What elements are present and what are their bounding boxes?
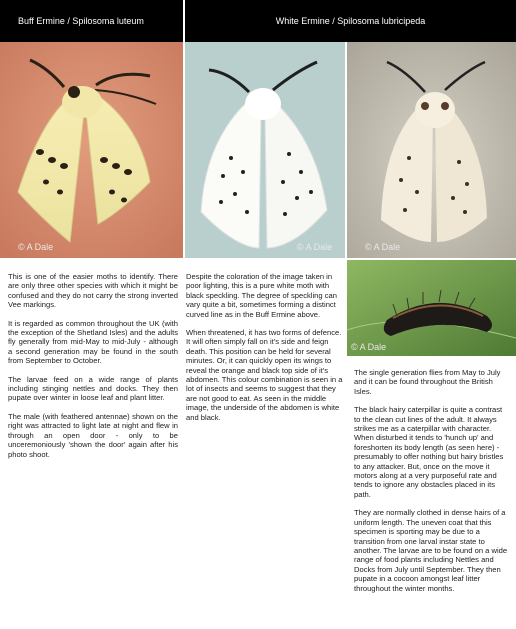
paragraph: It is regarded as common throughout the UK (with the exception of the Shetland Isles) and the adults fly generally from mid-May to mid-July - although a second generation may be found in the south from September to October. <box>8 318 178 366</box>
white-ermine-photo-1 <box>185 42 345 258</box>
caterpillar-photo-credit: © A Dale <box>351 342 387 352</box>
white-photo-credit-2: © A Dale <box>365 242 401 252</box>
paragraph: They are normally clothed in dense hairs of a uniform length. The uneven coat that this specimen is sporting may be due to a transition from one larval instar state to another. The larvae are to be found on a wide range of food plants including Nettles and Docks from July until September. They then pupate in a cocoon amongst leaf litter throughout the winter months. <box>354 508 508 593</box>
buff-ermine-text <box>8 272 178 468</box>
white-photo-credit-1: © A Dale <box>297 242 333 252</box>
white-ermine-photo-2 <box>347 42 516 258</box>
buff-ermine-title: Buff Ermine / Spilosoma luteum <box>18 16 144 26</box>
white-ermine-title: White Ermine / Spilosoma lubricipeda <box>275 16 426 26</box>
paragraph: The black hairy caterpillar is quite a contrast to the clean cut lines of the adult. It always strikes me as a caterpillar with character. When disturbed it tends to 'hunch up' and foreshorten its body length (as seen here) - presumably to offer nothing but hairy bristles to any attacker. But, once on the move it motors along at a very purposeful rate and tends to ignore any obstacles placed in its path. <box>354 405 504 499</box>
paragraph: Despite the coloration of the image taken in poor lighting, this is a pure white moth with black speckling. The degree of speckling can vary quite a bit, sometimes forming a distinct curved line as in the Buff Ermine above. <box>186 272 337 319</box>
paragraph: The male (with feathered antennae) shown on the right was attracted to light late at night and flew in through an open door - only to be unceremoniously 'shown the door' again after his photo shoot. <box>8 411 178 459</box>
white-ermine-text <box>186 272 346 431</box>
caterpillar-text <box>354 368 510 602</box>
paragraph: When threatened, it has two forms of defence. It will often simply fall on it's side and feign death. This position can be held for several minutes. Or, it can quickly open its wings to reveal the orange and black top side of it's abdomen. This colour combination is seen in a lot of insects and seems to suggest that they are not good to eat. As seen in the middle image, the underside of the abdomen is white and black. <box>186 328 343 422</box>
caterpillar-photo <box>347 260 516 356</box>
paragraph: This is one of the easier moths to identify. There are only three other species with which it might be confused and they do not carry the strong inverted Vee markings. <box>8 272 178 310</box>
buff-ermine-header <box>0 0 183 42</box>
white-ermine-header <box>185 0 516 42</box>
paragraph: The single generation flies from May to July and it can be found throughout the British Isles. <box>354 368 501 396</box>
buff-photo-credit: © A Dale <box>18 242 54 252</box>
buff-ermine-photo <box>0 42 183 258</box>
paragraph: The larvae feed on a wide range of plants including stinging nettles and docks. They then pupate over winter in loose leaf and plant litter. <box>8 374 178 403</box>
